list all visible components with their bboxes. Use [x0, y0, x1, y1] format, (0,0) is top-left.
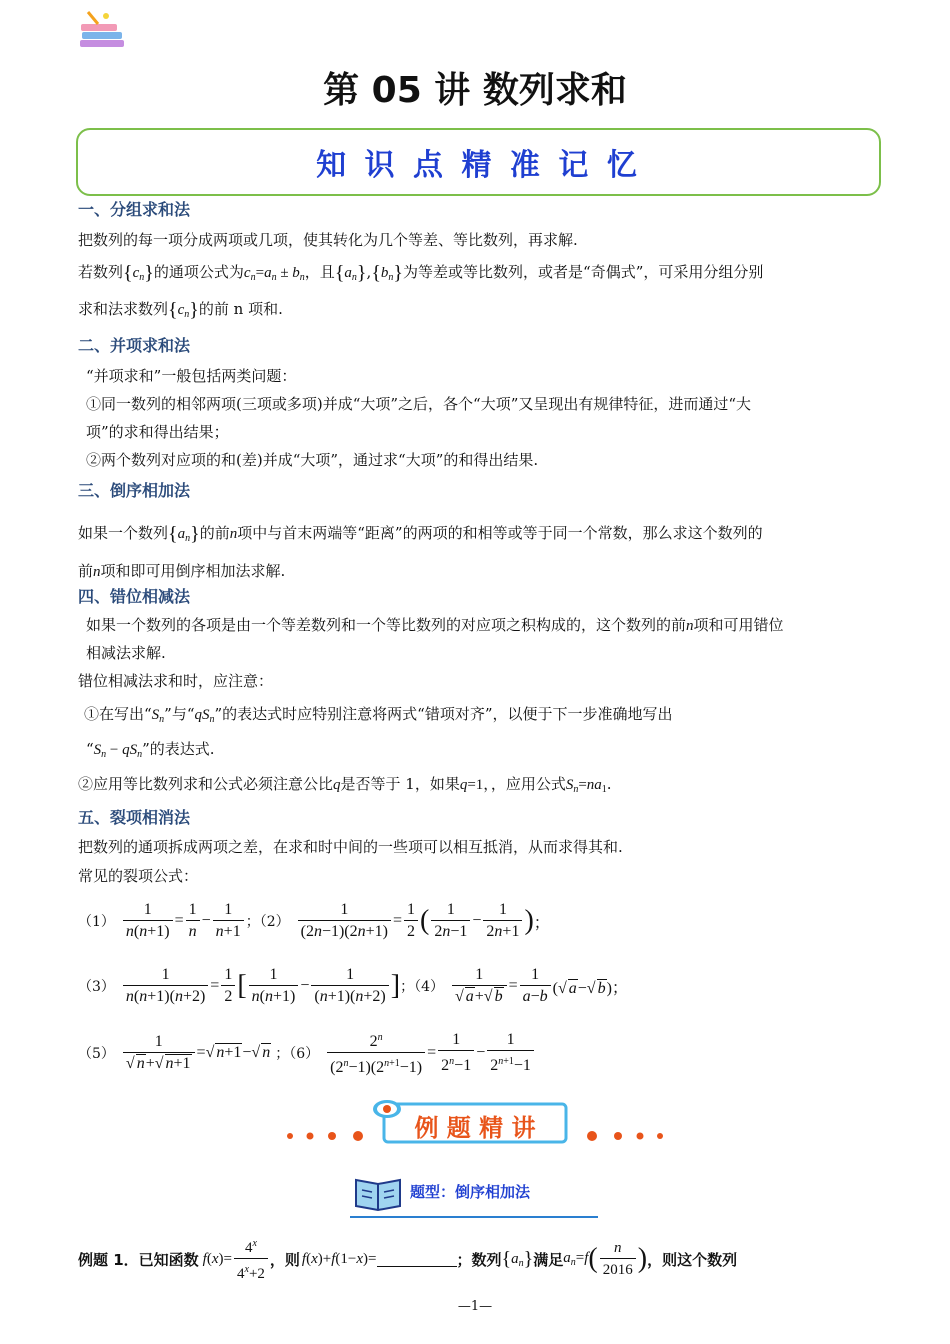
- formula-line-2: （3） $\frac{1}{n(n+1)(n+2)}$ = $\frac{1}{2}$ [ 1 n(n+1) − $\frac{1}{(n+1)(n+2)}$ ] ；（4） $\frac{1}{√ a+√ b}$ = $\frac{1}{a-b}$ (√ a−√ b)；: [78, 958, 628, 1014]
- topic-label: 题型：倒序相加法: [410, 1183, 531, 1201]
- example-banner: [280, 1098, 670, 1148]
- s2-paragraph-1: “并项求和”一般包括两类问题：: [86, 367, 297, 385]
- s3-paragraph-1: 如果一个数列$\{a_n\}$的前n项中与首末两端等“距离”的两项的和相等或等于同一个常数，那么求这个数列的: [78, 523, 763, 545]
- page-number: —1—: [457, 1299, 493, 1314]
- section-heading-2: 二、并项求和法: [78, 336, 191, 355]
- section-heading-4: 四、错位相减法: [78, 587, 191, 606]
- s1-paragraph-3: 求和法求数列$\{c_n\}$的前 n 项和.: [78, 299, 283, 321]
- section-heading-3: 三、倒序相加法: [78, 481, 191, 500]
- s2-paragraph-2: ①同一数列的相邻两项(三项或多项)并成“大项”之后，各个“大项”又呈现出有规律特征，进而通过“大: [86, 395, 752, 413]
- s4-paragraph-4: ①在写出“$S_n$”与“$qS_n$”的表达式时应特别注意将两式“错项对齐”，以便于下一步准确地写出: [84, 705, 673, 725]
- page-title: 第 05 讲 数列求和: [323, 70, 627, 111]
- knowledge-banner: [76, 128, 881, 196]
- formula-line-1: （1） $\frac{1}{n(n+1)}$ = $\frac{1}{n}$ − $\frac{1}{n+1}$ ；（2） $\frac{1}{(2n-1)(2n+1)}$ = $\frac{1}{2}$ ( 1 2n−1 − $\frac{1}{2n+1}$ ) ；: [78, 893, 550, 949]
- section-heading-5: 五、裂项相消法: [78, 808, 191, 827]
- formula-line-3: （5） $\frac{1}{√ n+√ n+1}$ =√ n+1−√ n ；（6） $\frac{2^n}{(2^n-1)(2^{n+1}-1)}$ = $\frac{1}{2^n-1}$ − $\frac{1}{2^{n+1}-1}$: [78, 1024, 536, 1082]
- answer-blank[interactable]: [377, 1251, 457, 1267]
- s1-paragraph-2: 若数列$\{c_n\}$的通项公式为$c_n=a_n \pm b_n$，且$\{a_n\},\{b_n\}$为等差或等比数列，或者是“奇偶式”，可采用分组分别: [78, 262, 764, 284]
- section-heading-1: 一、分组求和法: [78, 200, 191, 219]
- open-book-icon: [352, 1172, 404, 1212]
- s4-paragraph-3: 错位相减法求和时，应注意：: [78, 672, 274, 690]
- s5-paragraph-2: 常见的裂项公式：: [78, 867, 199, 885]
- s4-paragraph-6: ②应用等比数列求和公式必须注意公比q是否等于 1，如果q=1，，应用公式$S_n=na_1$.: [78, 775, 612, 795]
- s5-paragraph-1: 把数列的通项拆成两项之差，在求和时中间的一些项可以相互抵消，从而求得其和.: [78, 838, 623, 856]
- s2-paragraph-4: ②两个数列对应项的和(差)并成“大项”，通过求“大项”的和得出结果.: [86, 451, 539, 469]
- banner-text: 知 识 点 精 准 记 忆: [316, 148, 641, 183]
- books-pencil-icon: [78, 10, 128, 50]
- s2-paragraph-3: 项”的求和得出结果；: [86, 423, 229, 441]
- s3-paragraph-2: 前n项和即可用倒序相加法求解.: [78, 562, 286, 580]
- s1-paragraph-1: 把数列的每一项分成两项或几项，使其转化为几个等差、等比数列，再求解.: [78, 231, 578, 249]
- s4-paragraph-5: “$S_n - qS_n$”的表达式.: [86, 740, 215, 760]
- s4-paragraph-1: 如果一个数列的各项是由一个等差数列和一个等比数列的对应项之积构成的，这个数列的前n项和可用错位: [86, 616, 784, 634]
- example-1: 例题 1．已知函数 f(x)= $\frac{4^x}{4^x+2}$ ，则 f(x)+f(1−x)= ；数列 $\{a_n\}$ 满足 $a_n=f$ ( n 2016 ) ，则这个数列: [78, 1236, 737, 1282]
- example-banner-text: 例 题 精 讲: [414, 1114, 536, 1142]
- s4-paragraph-2: 相减法求解.: [86, 644, 166, 662]
- topic-underline: [350, 1216, 598, 1218]
